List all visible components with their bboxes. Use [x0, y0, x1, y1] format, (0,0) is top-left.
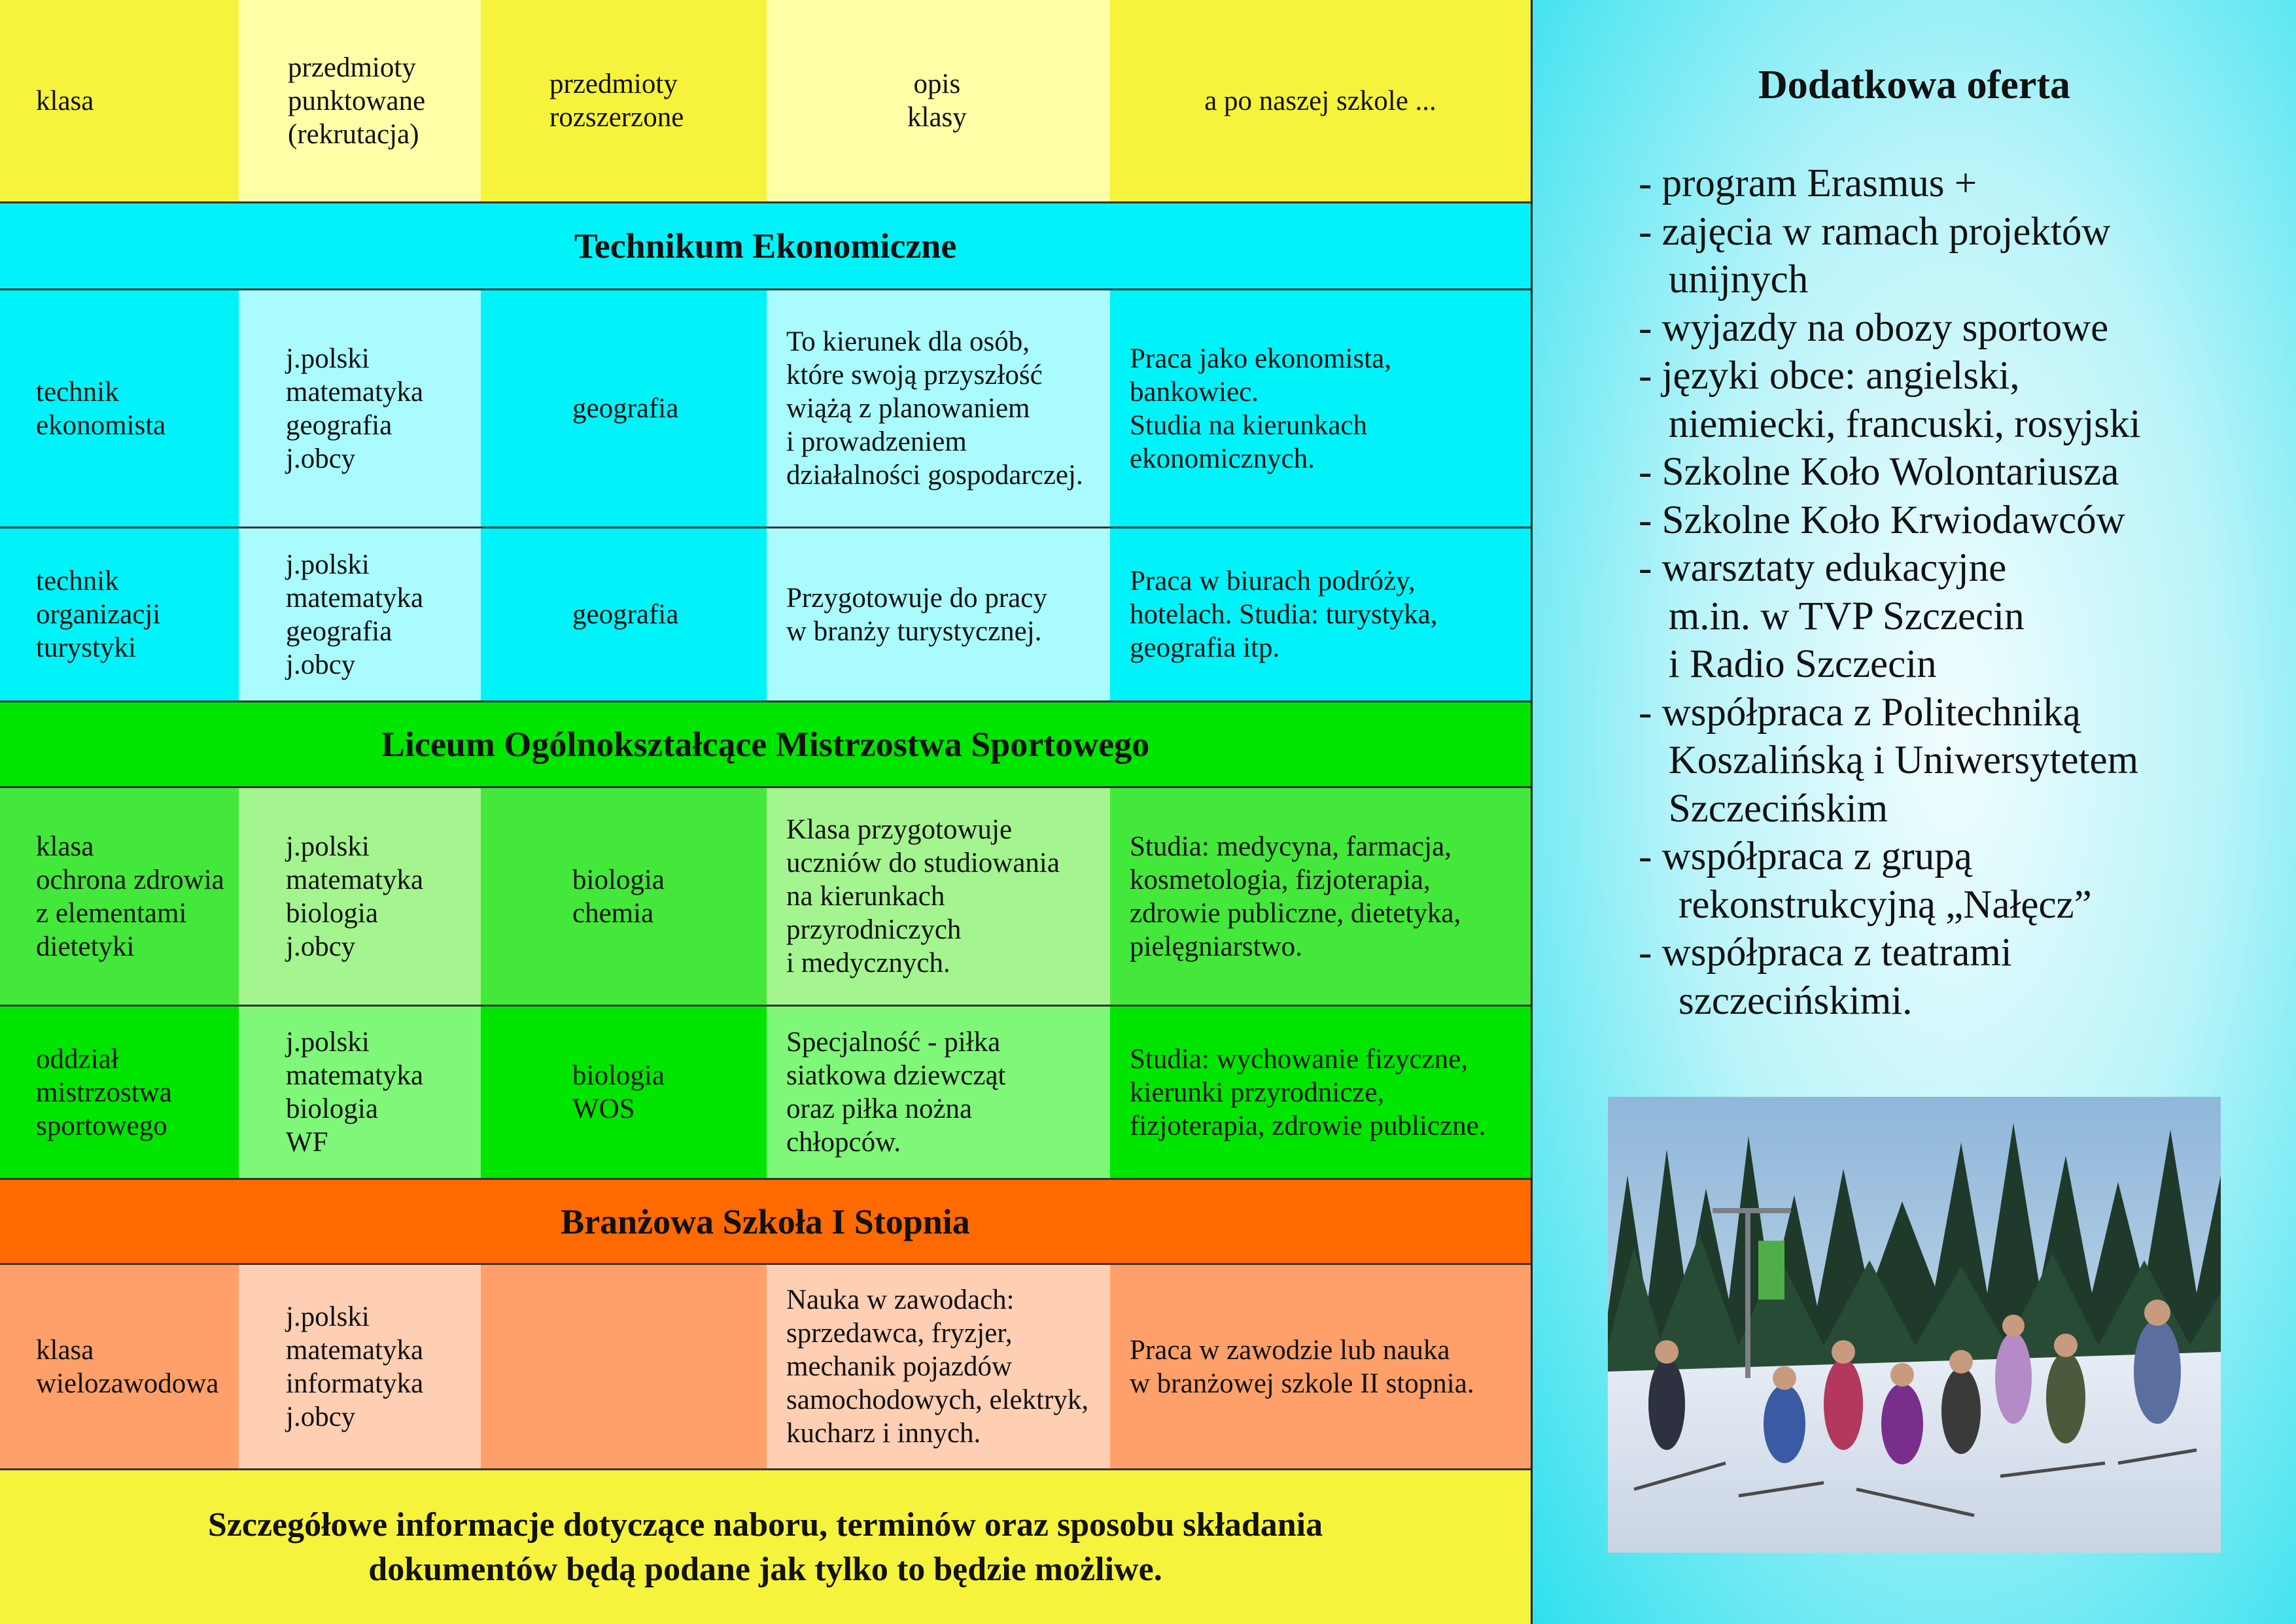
cell-rozszerzone: geografia: [481, 290, 767, 527]
table-row: [0, 290, 1531, 528]
table-row: [0, 788, 1531, 1007]
cell-opis: Przygotowuje do pracy w branży turystycznej.: [767, 528, 1110, 700]
cell-rozszerzone: biologia WOS: [481, 1007, 767, 1178]
cell-opis: Klasa przygotowuje uczniów do studiowania na kierunkach przyrodniczych i medycznych.: [767, 788, 1110, 1005]
cell-po-szkole: Praca w biurach podróży, hotelach. Studia: turystyka, geografia itp.: [1110, 528, 1531, 700]
cell-punktowane: j.polski matematyka informatyka j.obcy: [239, 1265, 481, 1468]
cell-punktowane: j.polski matematyka geografia j.obcy: [239, 528, 481, 700]
cell-klasa: technik ekonomista: [0, 290, 239, 527]
cell-rozszerzone: geografia: [481, 528, 767, 700]
table-row: [0, 1007, 1531, 1180]
section-liceum: Liceum Ogólnokształcące Mistrzostwa Sportowego: [0, 702, 1531, 788]
cell-po-szkole: Studia: medycyna, farmacja, kosmetologia, fizjoterapia, zdrowie publiczne, dietetyka, pielęgniarstwo.: [1110, 788, 1531, 1005]
cell-opis: To kierunek dla osób, które swoją przyszłość wiążą z planowaniem i prowadzeniem działalności gospodarczej.: [767, 290, 1110, 527]
cell-klasa: klasa ochrona zdrowia z elementami dietetyki: [0, 788, 239, 1005]
section-technikum: Technikum Ekonomiczne: [0, 203, 1531, 290]
cell-opis: Specjalność - piłka siatkowa dziewcząt oraz piłka nożna chłopców.: [767, 1007, 1110, 1178]
cell-klasa: oddział mistrzostwa sportowego: [0, 1007, 239, 1178]
header-rozszerzone: przedmioty rozszerzone: [481, 0, 767, 201]
table-header-row: [0, 0, 1531, 203]
cell-po-szkole: Praca w zawodzie lub nauka w branżowej szkole II stopnia.: [1110, 1265, 1531, 1468]
footer-note: Szczegółowe informacje dotyczące naboru, terminów oraz sposobu składania dokumentów będą podane jak tylko to będzie możliwe.: [0, 1470, 1531, 1624]
cell-rozszerzone: biologia chemia: [481, 788, 767, 1005]
cell-punktowane: j.polski matematyka biologia j.obcy: [239, 788, 481, 1005]
cell-punktowane: j.polski matematyka geografia j.obcy: [239, 290, 481, 527]
cell-punktowane: j.polski matematyka biologia WF: [239, 1007, 481, 1178]
table-row: [0, 528, 1531, 702]
header-po-szkole: a po naszej szkole ...: [1110, 0, 1531, 201]
cell-po-szkole: Studia: wychowanie fizyczne, kierunki przyrodnicze, fizjoterapia, zdrowie publiczne.: [1110, 1007, 1531, 1178]
cell-opis: Nauka w zawodach: sprzedawca, fryzjer, mechanik pojazdów samochodowych, elektryk, kucharz i innych.: [767, 1265, 1110, 1468]
cell-klasa: technik organizacji turystyki: [0, 528, 239, 700]
header-punktowane: przedmioty punktowane (rekrutacja): [239, 0, 481, 201]
side-title: Dodatkowa oferta: [1758, 63, 2070, 107]
table-row: [0, 1265, 1531, 1470]
cell-rozszerzone: [481, 1265, 767, 1468]
header-opis: opis klasy: [767, 0, 1110, 201]
section-branzowa: Branżowa Szkoła I Stopnia: [0, 1180, 1531, 1265]
header-klasa: klasa: [0, 0, 239, 201]
ski-trip-photo: [1608, 1097, 2221, 1553]
offer-list: - program Erasmus + - zajęcia w ramach projektów unijnych - wyjazdy na obozy sportowe - języki obce: angielski, niemiecki, francuski, rosyjski - Szkolne Koło Wolontariusza - Szkolne Koło Krwiodawców - warsztaty edukacyjne m.in. w TVP Szczecin i Radio Szczecin - współpraca z Politechniką Koszalińską i Uniwersytetem Szczecińskim - współpraca z grupą rekonstrukcyjną „Nałęcz” - współpraca z teatrami szczecińskimi.: [1639, 162, 2141, 1023]
cell-po-szkole: Praca jako ekonomista, bankowiec. Studia na kierunkach ekonomicznych.: [1110, 290, 1531, 527]
cell-klasa: klasa wielozawodowa: [0, 1265, 239, 1468]
